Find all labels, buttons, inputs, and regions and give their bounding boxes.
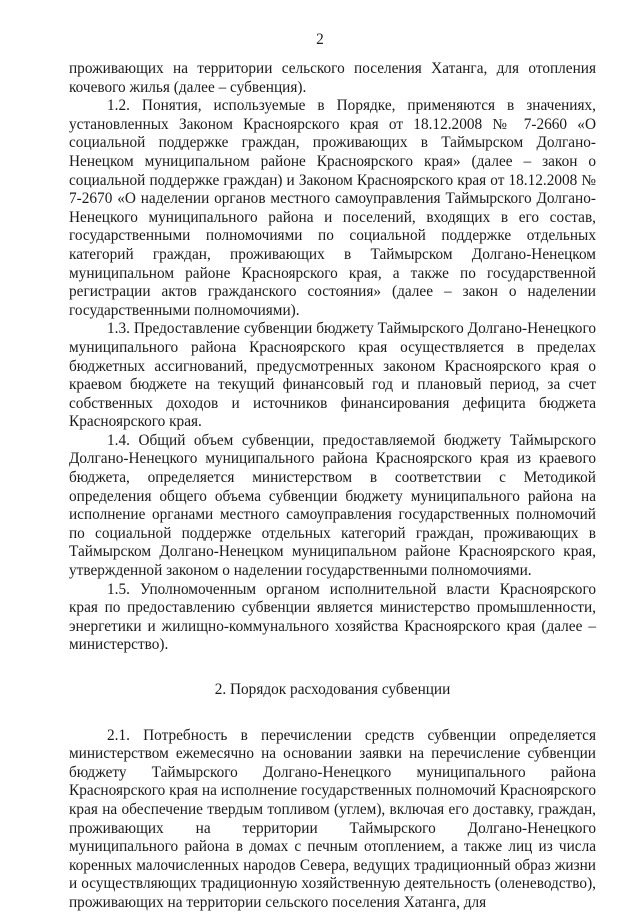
section-heading: 2. Порядок расходования субвенции	[214, 681, 451, 698]
paragraph-1-5: 1.5. Уполномоченным органом исполнительной власти Красноярского края по предоставлению субвенции является министерство промышленности, энергетики и жилищно-коммунального хозяйства Красноярского края (далее – министерство).	[69, 580, 596, 654]
paragraph-2-1: 2.1. Потребность в перечислении средств субвенции определяется министерством ежемесячно на основании заявки на перечисление субвенции бюджету Таймырского Долгано-Ненецкого муниципального района Красноярского края на исполнение государственных полномочий Красноярского края на обеспечение твердым топливом (углем), включая его доставку, граждан, проживающих на территории Таймырского Долгано-Ненецкого муниципального района в домах с печным отоплением, а также лиц из числа коренных малочисленных народов Севера, ведущих традиционный образ жизни и осуществляющих традиционную хозяйственную деятельность (оленеводство), проживающих на территории сельского поселения Хатанга, для	[69, 726, 596, 911]
paragraph-1-3: 1.3. Предоставление субвенции бюджету Таймырского Долгано-Ненецкого муниципального района Красноярского края осуществляется в пределах бюджетных ассигнований, предусмотренных законом Красноярского края о краевом бюджете на текущий финансовый год и плановый период, за счет собственных доходов и источников финансирования дефицита бюджета Красноярского края.	[69, 320, 596, 431]
page-number: 2	[316, 31, 324, 48]
paragraph-continuation: проживающих на территории сельского поселения Хатанга, для отопления кочевого жилья (далее – субвенция).	[69, 60, 596, 96]
document-body	[69, 60, 596, 913]
paragraph-1-4: 1.4. Общий объем субвенции, предоставляемой бюджету Таймырского Долгано-Ненецкого муниципального района Красноярского края из краевого бюджета, определяется министерством в соответствии с Методикой определения общего объема субвенции бюджету муниципального района на исполнение органами местного самоуправления государственных полномочий по социальной поддержке отдельных категорий граждан, проживающих в Таймырском Долгано-Ненецком муниципальном районе Красноярского края, утвержденной законом о наделении государственными полномочиями.	[69, 431, 596, 580]
paragraph-1-2: 1.2. Понятия, используемые в Порядке, применяются в значениях, установленных Законом Красноярского края от 18.12.2008 № 7-2660 «О социальной поддержке граждан, проживающих в Таймырском Долгано-Ненецком муниципальном районе Красноярского края» (далее – закон о социальной поддержке граждан) и Законом Красноярского края от 18.12.2008 № 7-2670 «О наделении органов местного самоуправления Таймырского Долгано-Ненецкого муниципального района и поселений, входящих в его состав, государственными полномочиями по социальной поддержке отдельных категорий граждан, проживающих в Таймырском Долгано-Ненецком муниципальном районе Красноярского края, а также по государственной регистрации актов гражданского состояния» (далее – закон о наделении государственными полномочиями).	[69, 97, 596, 319]
